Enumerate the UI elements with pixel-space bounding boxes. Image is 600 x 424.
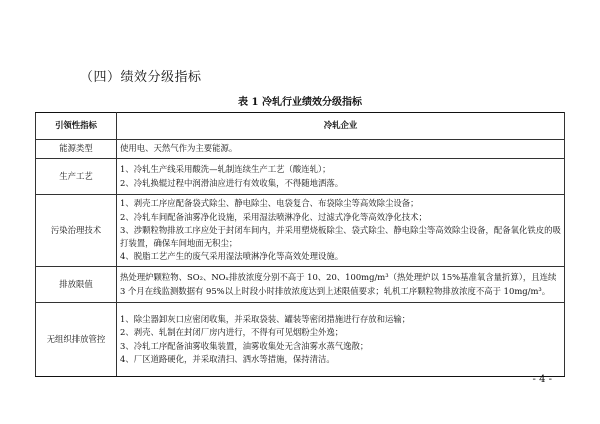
row-content <box>117 195 565 267</box>
row-line: 3、冷轧工序配备油雾收集装置，油雾收集处无含油雾水蒸气逸散； <box>120 340 369 351</box>
row-line: 使用电、天然气作为主要能源。 <box>120 143 238 154</box>
table-row <box>36 195 565 267</box>
row-indicator: 无组织排放管控 <box>36 303 117 377</box>
row-content <box>117 140 565 159</box>
row-line: 2、剥壳、轧制在封闭厂房内进行，不得有可见烟粉尘外逸； <box>120 327 344 338</box>
table-row <box>36 303 565 377</box>
row-indicator: 生产工艺 <box>36 159 117 195</box>
row-line: 4、脱脂工艺产生的废气采用湿法喷淋净化等高效处理设施。 <box>120 251 344 262</box>
row-line: 3、涉颗粒物排放工序应处于封闭车间内，并采用塑烧板除尘、袋式除尘、静电除尘等高效除尘设备，配备氧化铁皮的吸打装置，确保车间地面无积尘； <box>120 224 561 249</box>
table-header-row <box>36 113 565 140</box>
row-line: 4、厂区道路硬化，并采取清扫、洒水等措施，保持清洁。 <box>120 353 335 364</box>
row-line: 热处理炉颗粒物、SO₂、NOₓ排放浓度分别不高于 10、20、100mg/m³（热处理炉以 15%基准氧含量折算），且连续 3 个月在线监测数据有 95%以上时段小时排放浓度达到上述限值要求；轧机工序颗粒物排放浓度不高于 10mg/m³。 <box>120 272 557 296</box>
table-row <box>36 267 565 303</box>
row-line: 1、剥壳工序应配备袋式除尘、静电除尘、电袋复合、布袋除尘等高效除尘设备； <box>120 198 419 209</box>
table-row <box>36 140 565 159</box>
page-number: - 4 - <box>532 374 552 385</box>
row-line: 2、冷轧换辊过程中润滑油应进行有效收集，不得随地洒落。 <box>120 177 344 188</box>
row-line: 1、冷轧生产线采用酸洗—轧制连续生产工艺（酸连轧）； <box>120 164 331 175</box>
row-content <box>117 159 565 195</box>
row-line: 1、除尘器卸灰口应密闭收集，并采取袋装、罐装等密闭措施进行存放和运输； <box>120 314 411 325</box>
row-content <box>117 303 565 377</box>
row-indicator: 能源类型 <box>36 140 117 159</box>
row-indicator: 污染治理技术 <box>36 195 117 267</box>
row-content <box>117 267 565 303</box>
section-heading: （四）绩效分级指标 <box>80 70 202 85</box>
header-cold-rolling-enterprise: 冷轧企业 <box>117 113 565 140</box>
performance-grading-table <box>35 112 565 377</box>
row-line: 2、冷轧车间配备油雾净化设施，采用湿法喷淋净化、过滤式净化等高效净化技术； <box>120 211 427 222</box>
table-row <box>36 159 565 195</box>
header-indicator: 引领性指标 <box>36 113 117 140</box>
row-indicator: 排放限值 <box>36 267 117 303</box>
table-caption: 表 1 冷轧行业绩效分级指标 <box>238 97 362 108</box>
